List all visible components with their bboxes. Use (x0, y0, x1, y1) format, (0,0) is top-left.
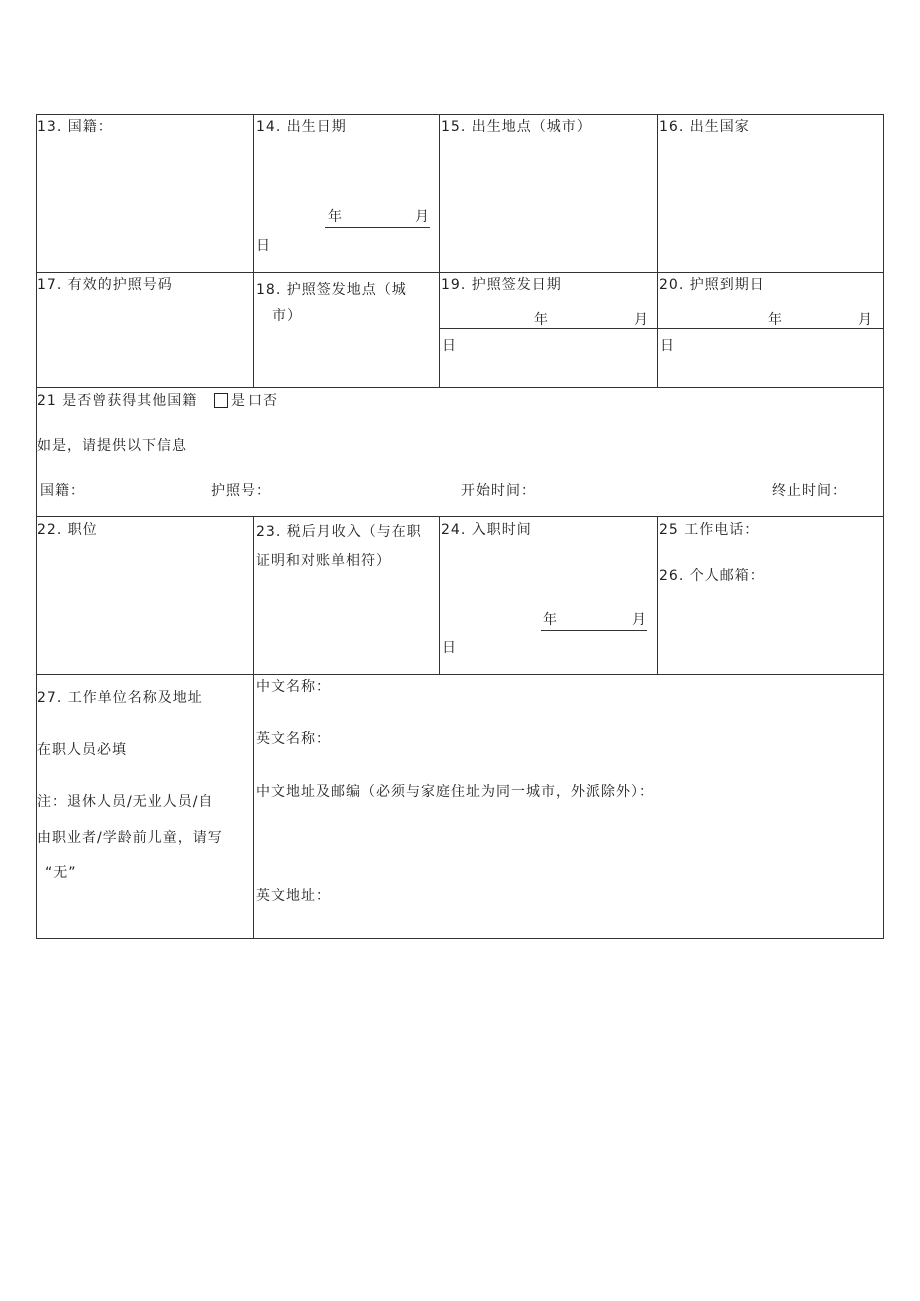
month-label: 月 (632, 612, 647, 628)
issue-place-label: 18. 护照签发地点（城 (256, 282, 407, 298)
yes-option-label: 是 (231, 393, 246, 409)
date-underline (325, 227, 430, 228)
col-divider (253, 114, 254, 387)
note-line: 注：退休人员/无业人员/自 (37, 794, 214, 810)
work-phone-label: 25 工作电话： (659, 522, 760, 538)
other-nationality-question: 21 是否曾获得其他国籍 (37, 393, 198, 409)
note-line: “无” (45, 865, 77, 881)
col-divider (439, 114, 440, 387)
other-passport-label: 护照号： (211, 483, 271, 499)
col-divider (253, 516, 254, 938)
day-label: 日 (442, 640, 457, 656)
cn-name-label: 中文名称： (256, 679, 331, 695)
yes-checkbox[interactable] (214, 393, 228, 408)
year-label: 年 (543, 612, 558, 628)
day-label: 日 (442, 338, 457, 354)
end-time-label: 终止时间： (772, 483, 847, 499)
day-label: 日 (256, 238, 271, 254)
row-divider (36, 387, 884, 388)
monthly-income-label: 23. 税后月收入（与在职 (256, 524, 422, 540)
table-border-bottom (36, 938, 884, 939)
year-label: 年 (768, 312, 783, 328)
col-divider (657, 114, 658, 387)
birth-date-label: 14. 出生日期 (256, 119, 347, 135)
month-label: 月 (634, 312, 649, 328)
table-border-right (883, 114, 884, 938)
inner-divider (440, 328, 884, 329)
birth-country-label: 16. 出生国家 (659, 119, 750, 135)
employer-title: 27. 工作单位名称及地址 (37, 690, 203, 706)
monthly-income-label-cont: 证明和对账单相符） (256, 553, 391, 569)
nationality-label: 13. 国籍： (37, 119, 113, 135)
row-divider (36, 674, 884, 675)
day-label: 日 (660, 338, 675, 354)
issue-place-label-cont: 市） (272, 308, 302, 324)
col-divider (657, 516, 658, 674)
en-name-label: 英文名称： (256, 731, 331, 747)
en-address-label: 英文地址： (256, 888, 331, 904)
year-label: 年 (328, 209, 343, 225)
issue-date-label: 19. 护照签发日期 (441, 277, 562, 293)
passport-number-label: 17. 有效的护照号码 (37, 277, 173, 293)
date-underline (541, 630, 647, 631)
col-divider (439, 516, 440, 674)
table-border-top (36, 114, 884, 115)
expiry-date-label: 20. 护照到期日 (659, 277, 765, 293)
if-yes-instruction: 如是，请提供以下信息 (37, 438, 187, 454)
row-divider (36, 272, 884, 273)
required-note: 在职人员必填 (37, 742, 127, 758)
position-label: 22. 职位 (37, 522, 98, 538)
no-option-label: 口否 (248, 393, 278, 409)
cn-address-label: 中文地址及邮编（必须与家庭住址为同一城市，外派除外）： (256, 784, 654, 800)
row-divider (36, 516, 884, 517)
birth-place-label: 15. 出生地点（城市） (441, 119, 592, 135)
email-label: 26. 个人邮箱： (659, 568, 765, 584)
other-nationality-label: 国籍： (40, 483, 85, 499)
note-line: 由职业者/学龄前儿童，请写 (37, 830, 223, 846)
month-label: 月 (415, 209, 430, 225)
month-label: 月 (858, 312, 873, 328)
year-label: 年 (534, 312, 549, 328)
start-time-label: 开始时间： (461, 483, 536, 499)
entry-date-label: 24. 入职时间 (441, 522, 532, 538)
